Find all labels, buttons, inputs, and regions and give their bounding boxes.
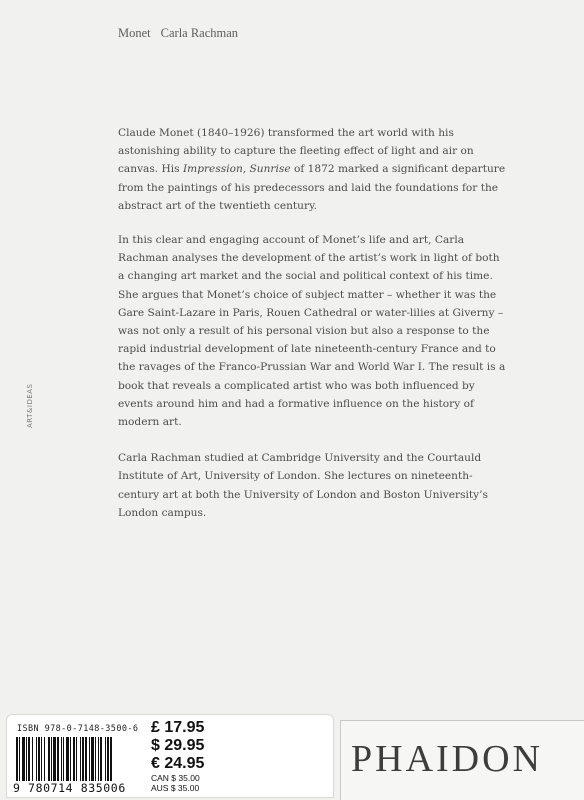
barcode-bar bbox=[89, 737, 90, 781]
price-gbp: £ 17.95 bbox=[151, 719, 205, 736]
barcode-bar bbox=[82, 737, 84, 781]
barcode-bar bbox=[70, 737, 71, 781]
book-header bbox=[118, 26, 238, 41]
barcode-number: 9 780714 835006 bbox=[13, 781, 126, 795]
barcode-bar bbox=[19, 737, 20, 781]
isbn-text: ISBN 978-0-7148-3500-6 bbox=[17, 724, 139, 734]
artwork-title: Impression, Sunrise bbox=[182, 163, 291, 176]
barcode-bar bbox=[61, 737, 62, 781]
publisher-logo: PHAIDON bbox=[351, 738, 543, 780]
barcode-bar bbox=[48, 737, 50, 781]
barcode-bar bbox=[85, 737, 87, 781]
book-title: Monet bbox=[118, 26, 151, 40]
barcode-bar bbox=[16, 737, 18, 781]
barcode-bar bbox=[41, 737, 42, 781]
publisher-panel bbox=[340, 720, 584, 800]
description-text: of 1872 marked a significant departure from the paintings of his predecessors and laid the foundations for the abstract art of the twentieth century. bbox=[118, 163, 506, 212]
price-can: CAN $ 35.00 bbox=[151, 773, 200, 783]
description-paragraph-1 bbox=[118, 124, 506, 215]
barcode-bar bbox=[38, 737, 40, 781]
barcode-bar bbox=[32, 737, 33, 781]
barcode bbox=[15, 737, 143, 781]
barcode-bar bbox=[66, 737, 69, 781]
author-bio: Carla Rachman studied at Cambridge University and the Courtauld Institute of Art, University of London. She lectures on nineteenth-century art at both the University of London and Boston University’s London campus. bbox=[118, 452, 488, 519]
price-aus: AUS $ 35.00 bbox=[151, 783, 200, 793]
barcode-bar bbox=[91, 737, 94, 781]
barcode-bar bbox=[36, 737, 37, 781]
price-usd: $ 29.95 bbox=[151, 737, 205, 754]
barcode-bar bbox=[80, 737, 81, 781]
description-paragraph-2: In this clear and engaging account of Monet’s life and art, Carla Rachman analyses the development of the artist’s work in light of both a changing art market and the social and political context of his time. She argues that Monet’s choice of subject matter – whether it was the Gare Saint-Lazare in Paris, Rouen Cathedral or water-lilies at Giverny – was not only a result of his personal vision but also a response to the rapid industrial development of late nineteenth-century France and to the ravages of the Franco-Prussian War and World War I. The result is a book that reveals a complicated artist who was both influenced by events around him and had a formative influence on the history of modern art. bbox=[118, 234, 506, 429]
price-eur: € 24.95 bbox=[151, 755, 205, 772]
barcode-bar bbox=[63, 737, 64, 781]
barcode-bar bbox=[53, 737, 56, 781]
description-text: Claude Monet (1840–1926) transformed the art world with his astonishing ability to capture the fleeting effect of light and air on canvas. His bbox=[118, 127, 474, 176]
barcode-bar bbox=[44, 737, 45, 781]
price-list bbox=[151, 719, 204, 793]
series-label: ART&IDEAS bbox=[26, 383, 34, 428]
back-cover-text bbox=[118, 124, 506, 538]
barcode-bar bbox=[107, 737, 109, 781]
barcode-bar bbox=[98, 737, 99, 781]
barcode-bar bbox=[105, 737, 106, 781]
barcode-bar bbox=[76, 737, 77, 781]
barcode-bar bbox=[28, 737, 30, 781]
barcode-bar bbox=[100, 737, 102, 781]
barcode-bar bbox=[57, 737, 59, 781]
barcode-bar bbox=[26, 737, 27, 781]
barcode-bar bbox=[22, 737, 25, 781]
book-author: Carla Rachman bbox=[160, 26, 239, 40]
barcode-bar bbox=[51, 737, 52, 781]
barcode-bar bbox=[110, 737, 112, 781]
barcode-bar bbox=[95, 737, 96, 781]
barcode-bar bbox=[73, 737, 75, 781]
price-barcode-label bbox=[6, 714, 334, 798]
